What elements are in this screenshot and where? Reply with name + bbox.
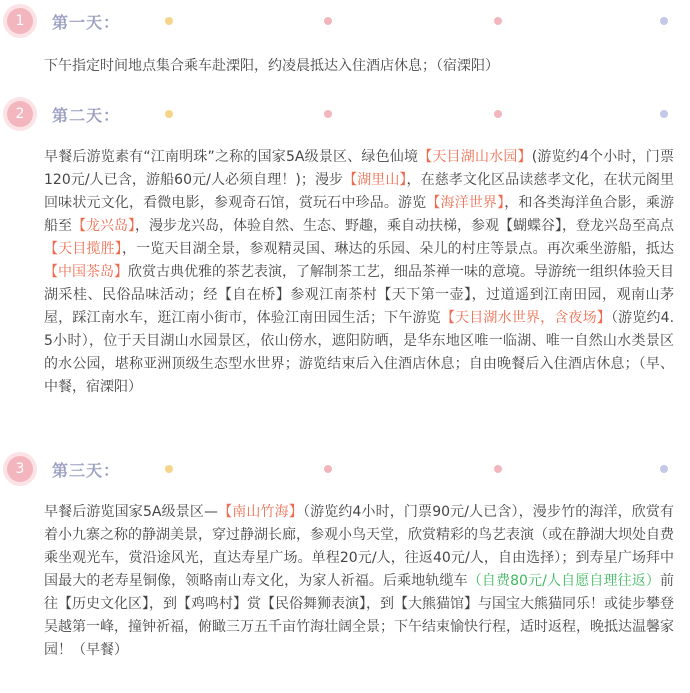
day-1-description xyxy=(44,55,674,78)
text-run: （游览约4.5小时），位于天目湖山水园景区，依山傍水，遮阳防晒，是华东地区唯一临湖、唯一自然山水类景区的水公园，堪称亚洲顶级生态型水世界；游览结束后入住酒店休息；自由晚餐后入住酒店休息；（早、中餐，宿溧阳） xyxy=(44,310,675,395)
highlighted-attraction: 【天目湖山水园】 xyxy=(418,149,532,165)
text-run: ，在慈孝文化区品读慈孝文化，在状元阁里回味状元文化，看微电影，参观奇石馆，赏玩石中珍品。游览 xyxy=(44,172,675,211)
dot-icon xyxy=(324,110,332,118)
dot-icon xyxy=(660,17,668,25)
text-run: ，漫步龙兴岛，体验自然、生态、野趣，乘自动扶梯，参观【蝴蝶谷】，登龙兴岛至高点 xyxy=(135,218,674,234)
day-number-badge: 3 xyxy=(7,456,33,482)
dot-icon xyxy=(494,465,502,473)
day-3-header xyxy=(0,452,690,486)
text-run: 下午指定时间地点集合乘车赴溧阳，约凌晨抵达入住酒店休息；（宿溧阳） xyxy=(44,58,499,74)
dot-icon xyxy=(660,465,668,473)
highlighted-attraction: 【南山竹海】 xyxy=(217,504,303,520)
day-1-header xyxy=(0,4,690,38)
highlighted-attraction: 【龙兴岛】 xyxy=(72,218,135,234)
day-number-badge: 2 xyxy=(7,101,33,127)
text-run: ，和各类海洋鱼合影，乘游船至 xyxy=(44,195,675,234)
dot-icon xyxy=(660,110,668,118)
text-run: （游览约4小时，门票90元/人已含），漫步竹的海洋，欣赏有着小九寨之称的静湖美景，穿过静湖长廊，参观小鸟天堂，欣赏精彩的鸟艺表演（或在静湖大坝处自费乘坐观光车，赏沿途风光，直达寿星广场。单程20元/人，往返40元/人，自由选择）；到寿星广场拜中国最大的老寿星铜像，领略南山寿文化，为家人祈福。后乘地轨缆车 xyxy=(44,504,675,589)
text-run: 早餐后游览素有“江南明珠”之称的国家5A级景区、绿色仙境 xyxy=(44,149,419,165)
dot-icon xyxy=(324,465,332,473)
day-title: 第三天： xyxy=(52,461,121,480)
highlighted-attraction: 【海洋世界】 xyxy=(426,195,505,211)
day-2-description xyxy=(44,146,674,399)
dot-icon xyxy=(165,17,173,25)
dot-icon xyxy=(165,110,173,118)
day-title: 第一天： xyxy=(52,13,121,32)
day-2-header xyxy=(0,97,690,131)
dot-icon xyxy=(324,17,332,25)
day-title: 第二天： xyxy=(52,106,121,125)
highlighted-attraction: 【中国茶岛】 xyxy=(44,264,128,280)
text-run: 欣赏古典优雅的茶艺表演，了解制茶工艺，细品茶禅一味的意境。导游统一组织体验天目湖采桂、民俗品味活动；经【自在桥】参观江南茶村【天下第一壶】，过道遥到江南田园，观南山茅屋，踩江南水车，逛江南小街市，体验江南田园生活；下午游览 xyxy=(44,264,674,326)
highlighted-attraction: 【天目揽胜】 xyxy=(44,241,122,257)
optional-fee-note: （自费80元/人自愿自理往返） xyxy=(467,573,661,589)
text-run: ，一览天目湖全景，参观精灵国、琳达的乐园、朵儿的村庄等景点。再次乘坐游船，抵达 xyxy=(121,241,675,257)
text-run: 早餐后游览国家5A级景区— xyxy=(44,504,218,520)
day-number-badge: 1 xyxy=(7,8,33,34)
text-run: (游览约4个小时，门票120元/人已含，游船60元/人必须自理！)；漫步 xyxy=(44,149,675,188)
highlighted-attraction: 【湖里山】 xyxy=(343,172,407,188)
day-3-description xyxy=(44,501,674,662)
dot-icon xyxy=(494,110,502,118)
highlighted-attraction: 【天目湖水世界，含夜场】 xyxy=(440,310,611,326)
dot-icon xyxy=(494,17,502,25)
dot-icon xyxy=(165,465,173,473)
text-run: 前往【历史文化区】，到【鸡鸣村】赏【民俗舞狮表演】，到【大熊猫馆】与国宝大熊猫同乐！或徒步攀登吴越第一峰，撞钟祈福，俯瞰三万五千亩竹海壮阔全景；下午结束愉快行程，适时返程，晚抵达温馨家园！（早餐） xyxy=(44,573,675,658)
